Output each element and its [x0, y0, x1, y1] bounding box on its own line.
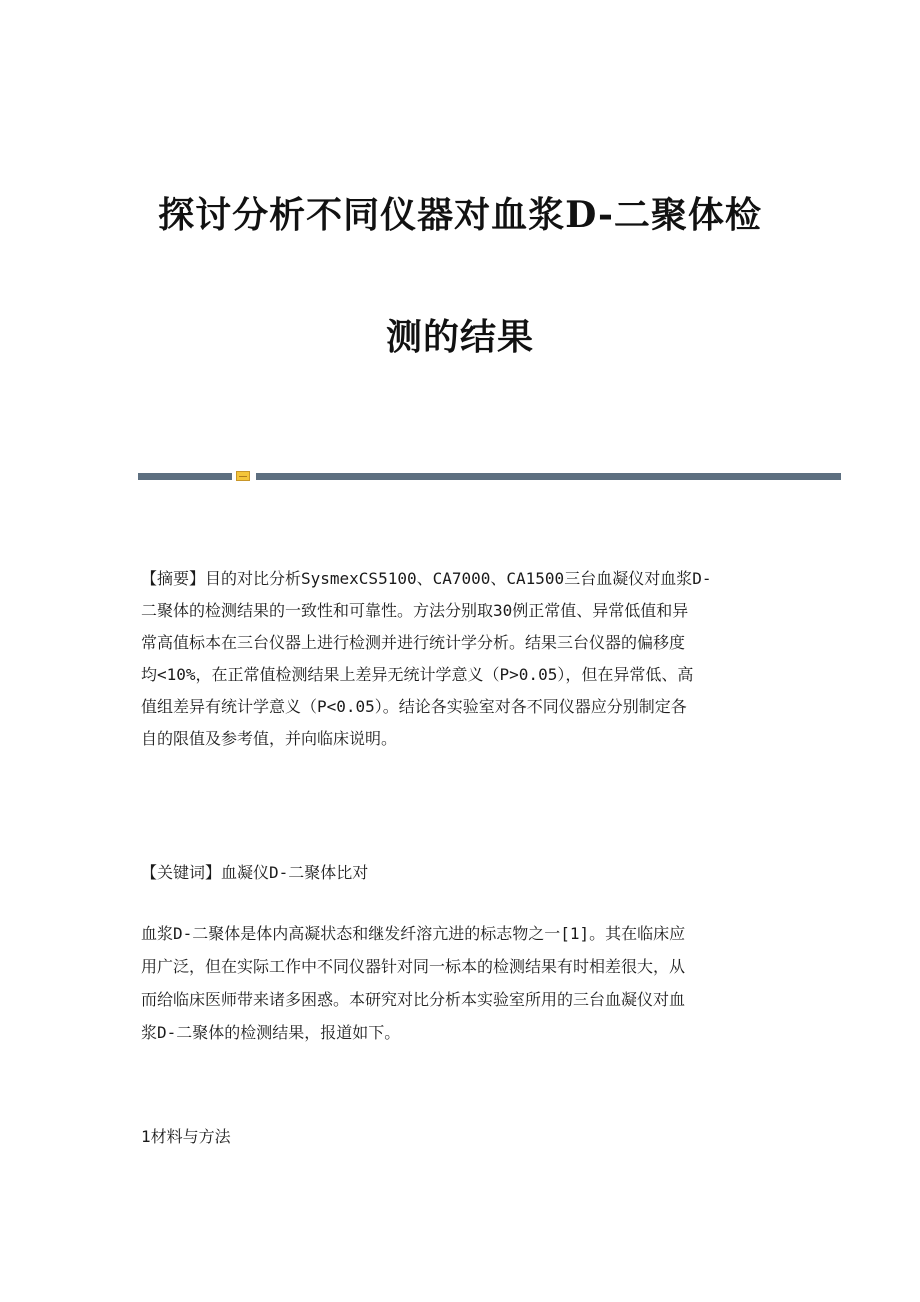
keywords-line: 【关键词】血凝仪D-二聚体比对: [141, 863, 369, 882]
intro-line: 血浆D-二聚体是体内高凝状态和继发纤溶亢进的标志物之一[1]。其在临床应: [141, 924, 686, 943]
intro-paragraph: [141, 917, 781, 1049]
abstract-line: 值组差异有统计学意义（P<0.05）。结论各实验室对各不同仪器应分别制定各: [141, 697, 687, 716]
intro-line: 用广泛，但在实际工作中不同仪器针对同一标本的检测结果有时相差很大，从: [141, 957, 686, 976]
title-line-2: 测的结果: [385, 316, 534, 358]
title-divider: [138, 471, 841, 481]
abstract-line: 二聚体的检测结果的一致性和可靠性。方法分别取30例正常值、异常低值和异: [141, 601, 689, 620]
section-heading-text: 1材料与方法: [141, 1127, 231, 1146]
abstract-line: 自的限值及参考值，并向临床说明。: [141, 729, 398, 748]
abstract-line: 均<10%，在正常值检测结果上差异无统计学意义（P>0.05），但在异常低、高: [141, 665, 694, 684]
keywords-paragraph: [141, 858, 781, 887]
intro-line: 而给临床医师带来诸多困惑。本研究对比分析本实验室所用的三台血凝仪对血: [141, 990, 686, 1009]
abstract-paragraph: [141, 563, 781, 755]
intro-line: 浆D-二聚体的检测结果，报道如下。: [141, 1023, 401, 1042]
divider-badge-icon: [236, 471, 250, 481]
abstract-line: 常高值标本在三台仪器上进行检测并进行统计学分析。结果三台仪器的偏移度: [141, 633, 686, 652]
title-line-1: 探讨分析不同仪器对血浆D-二聚体检: [158, 194, 762, 236]
divider-line-right: [256, 473, 841, 480]
divider-line-left: [138, 473, 232, 480]
abstract-line: 【摘要】目的对比分析SysmexCS5100、CA7000、CA1500三台血凝仪对血浆D-: [141, 569, 712, 588]
section-heading: [141, 1122, 781, 1151]
